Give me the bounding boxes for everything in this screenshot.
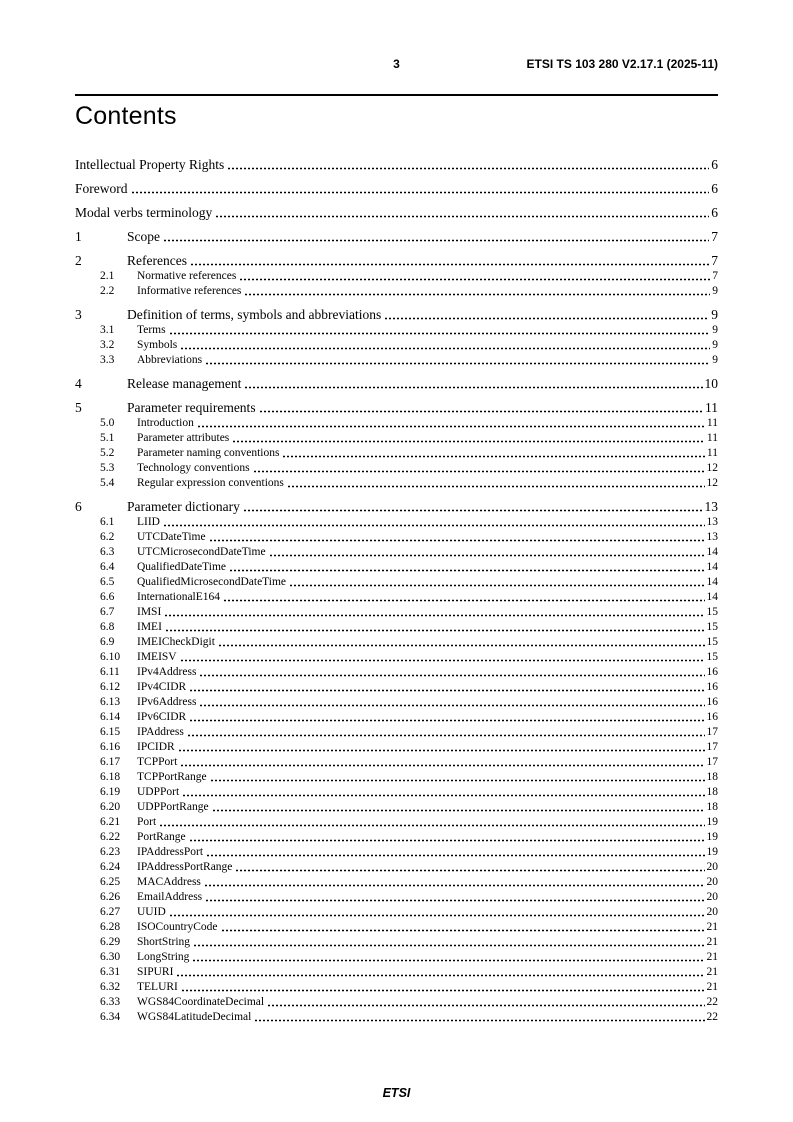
toc-entry-number: 6.21 xyxy=(100,816,121,828)
toc-entry-number: 2.2 xyxy=(100,285,115,297)
toc-dot-leader xyxy=(209,539,705,542)
toc-list xyxy=(75,149,718,1025)
toc-entry-number: 6.25 xyxy=(100,876,121,888)
toc-entry[interactable] xyxy=(75,560,718,575)
toc-entry-page: 16 xyxy=(706,711,718,723)
toc-dot-leader xyxy=(215,215,709,218)
toc-dot-leader xyxy=(287,485,705,488)
toc-dot-leader xyxy=(193,944,704,947)
toc-entry-number: 6.9 xyxy=(100,636,115,648)
toc-entry[interactable] xyxy=(75,710,718,725)
toc-entry[interactable] xyxy=(75,431,718,446)
toc-entry-label: Parameter requirements xyxy=(127,400,256,415)
toc-dot-leader xyxy=(212,809,705,812)
toc-entry-number: 3.1 xyxy=(100,324,115,336)
toc-entry[interactable] xyxy=(75,590,718,605)
toc-dot-leader xyxy=(197,425,705,428)
toc-entry-label: IMEISV xyxy=(137,651,177,663)
toc-entry-page: 9 xyxy=(712,354,718,366)
toc-entry-page: 15 xyxy=(706,621,718,633)
toc-entry[interactable] xyxy=(75,665,718,680)
toc-entry-number: 5.2 xyxy=(100,447,115,459)
toc-dot-leader xyxy=(232,440,705,443)
toc-dot-leader xyxy=(178,749,705,752)
toc-entry-number: 6.34 xyxy=(100,1011,121,1023)
toc-entry-page: 9 xyxy=(712,285,718,297)
toc-dot-leader xyxy=(239,278,710,281)
toc-entry-number: 6.2 xyxy=(100,531,115,543)
toc-entry-page: 16 xyxy=(706,666,718,678)
toc-dot-leader xyxy=(229,569,704,572)
toc-entry-label: IPAddressPortRange xyxy=(137,861,233,873)
toc-entry-page: 17 xyxy=(706,726,718,738)
toc-entry-page: 21 xyxy=(706,921,718,933)
toc-entry-page: 10 xyxy=(704,376,718,391)
toc-dot-leader xyxy=(253,470,705,473)
toc-dot-leader xyxy=(204,884,705,887)
toc-entry-page: 16 xyxy=(706,696,718,708)
toc-entry-page: 16 xyxy=(706,681,718,693)
toc-dot-leader xyxy=(159,824,704,827)
toc-entry[interactable] xyxy=(75,815,718,830)
toc-entry[interactable] xyxy=(75,353,718,368)
toc-entry-number: 6.13 xyxy=(100,696,121,708)
header-rule xyxy=(75,94,718,96)
toc-entry-label: Abbreviations xyxy=(137,354,203,366)
toc-dot-leader xyxy=(199,704,704,707)
toc-entry-page: 21 xyxy=(706,936,718,948)
toc-dot-leader xyxy=(227,167,709,170)
toc-entry-label: IPv6Address xyxy=(137,696,197,708)
page-header xyxy=(75,57,718,73)
toc-entry-number: 6.29 xyxy=(100,936,121,948)
toc-entry[interactable] xyxy=(75,284,718,299)
toc-entry-label: IPv6CIDR xyxy=(137,711,187,723)
toc-entry-label: Informative references xyxy=(137,285,242,297)
toc-entry-label: Modal verbs terminology xyxy=(75,205,213,220)
toc-entry[interactable] xyxy=(75,1010,718,1025)
toc-entry-number: 6.33 xyxy=(100,996,121,1008)
toc-dot-leader xyxy=(169,914,705,917)
toc-entry-number: 5 xyxy=(75,400,82,415)
toc-entry-page: 14 xyxy=(706,576,718,588)
toc-entry-label: IPAddressPort xyxy=(137,846,204,858)
toc-entry-label: MACAddress xyxy=(137,876,201,888)
toc-entry-page: 20 xyxy=(706,891,718,903)
toc-entry-number: 6.27 xyxy=(100,906,121,918)
toc-entry-label: TCPPortRange xyxy=(137,771,207,783)
toc-entry-label: InternationalE164 xyxy=(137,591,221,603)
toc-dot-leader xyxy=(180,764,704,767)
toc-entry-page: 17 xyxy=(706,741,718,753)
toc-dot-leader xyxy=(244,293,710,296)
toc-entry-number: 5.4 xyxy=(100,477,115,489)
toc-entry-label: ISOCountryCode xyxy=(137,921,218,933)
toc-entry-label: WGS84LatitudeDecimal xyxy=(137,1011,252,1023)
toc-entry[interactable] xyxy=(75,920,718,935)
toc-entry[interactable] xyxy=(75,725,718,740)
toc-dot-leader xyxy=(218,644,705,647)
toc-entry-number: 6.16 xyxy=(100,741,121,753)
toc-entry[interactable] xyxy=(75,530,718,545)
toc-entry-label: Technology conventions xyxy=(137,462,250,474)
toc-dot-leader xyxy=(163,524,705,527)
toc-dot-leader xyxy=(243,509,703,512)
toc-entry-page: 21 xyxy=(706,951,718,963)
toc-entry-number: 3 xyxy=(75,307,82,322)
toc-dot-leader xyxy=(269,554,705,557)
toc-entry-number: 6.6 xyxy=(100,591,115,603)
toc-entry-number: 6.19 xyxy=(100,786,121,798)
toc-entry[interactable] xyxy=(75,338,718,353)
toc-entry-number: 6.30 xyxy=(100,951,121,963)
toc-entry[interactable] xyxy=(75,620,718,635)
toc-entry[interactable] xyxy=(75,965,718,980)
toc-entry-label: IMSI xyxy=(137,606,162,618)
toc-entry-page: 9 xyxy=(712,324,718,336)
toc-dot-leader xyxy=(190,263,709,266)
toc-dot-leader xyxy=(259,410,703,413)
toc-dot-leader xyxy=(165,629,705,632)
toc-entry-page: 14 xyxy=(706,561,718,573)
toc-entry[interactable] xyxy=(75,306,718,323)
toc-entry-page: 17 xyxy=(706,756,718,768)
toc-dot-leader xyxy=(223,599,704,602)
toc-entry-label: Symbols xyxy=(137,339,178,351)
toc-entry[interactable] xyxy=(75,650,718,665)
toc-dot-leader xyxy=(210,779,705,782)
page-number: 3 xyxy=(393,57,400,71)
toc-dot-leader xyxy=(164,614,704,617)
toc-entry-number: 5.1 xyxy=(100,432,115,444)
toc-entry[interactable] xyxy=(75,461,718,476)
toc-entry-number: 5.3 xyxy=(100,462,115,474)
toc-entry-label: Parameter attributes xyxy=(137,432,230,444)
toc-entry[interactable] xyxy=(75,269,718,284)
toc-entry-page: 18 xyxy=(706,801,718,813)
toc-entry-number: 6.5 xyxy=(100,576,115,588)
toc-entry-page: 7 xyxy=(711,253,718,268)
toc-entry-number: 1 xyxy=(75,229,82,244)
toc-entry[interactable] xyxy=(75,515,718,530)
toc-entry[interactable] xyxy=(75,890,718,905)
toc-entry-page: 15 xyxy=(706,651,718,663)
toc-entry-number: 3.3 xyxy=(100,354,115,366)
toc-entry-number: 3.2 xyxy=(100,339,115,351)
toc-entry-page: 19 xyxy=(706,831,718,843)
toc-entry-label: References xyxy=(127,253,187,268)
toc-entry-label: IMEICheckDigit xyxy=(137,636,215,648)
toc-entry-label: WGS84CoordinateDecimal xyxy=(137,996,265,1008)
toc-entry-label: TCPPort xyxy=(137,756,178,768)
toc-entry[interactable] xyxy=(75,875,718,890)
toc-entry-number: 6.24 xyxy=(100,861,121,873)
toc-entry-number: 6.11 xyxy=(100,666,120,678)
toc-entry-page: 13 xyxy=(706,531,718,543)
toc-entry[interactable] xyxy=(75,228,718,245)
toc-dot-leader xyxy=(181,989,705,992)
toc-entry-page: 6 xyxy=(711,181,718,196)
toc-entry-page: 13 xyxy=(704,499,718,514)
toc-dot-leader xyxy=(180,347,710,350)
toc-dot-leader xyxy=(205,362,710,365)
toc-entry-page: 11 xyxy=(706,447,718,459)
toc-entry-page: 21 xyxy=(706,966,718,978)
toc-entry-number: 6.20 xyxy=(100,801,121,813)
page-footer: ETSI xyxy=(382,1086,411,1100)
toc-entry-page: 14 xyxy=(706,546,718,558)
toc-entry-number: 6 xyxy=(75,499,82,514)
toc-dot-leader xyxy=(282,455,704,458)
toc-entry[interactable] xyxy=(75,770,718,785)
toc-entry-number: 2.1 xyxy=(100,270,115,282)
toc-entry[interactable] xyxy=(75,375,718,392)
toc-entry-label: UTCDateTime xyxy=(137,531,206,543)
toc-entry-number: 6.15 xyxy=(100,726,121,738)
toc-entry-page: 20 xyxy=(706,861,718,873)
toc-entry-label: IPv4Address xyxy=(137,666,197,678)
toc-entry[interactable] xyxy=(75,845,718,860)
toc-dot-leader xyxy=(187,734,705,737)
toc-entry-page: 12 xyxy=(706,462,718,474)
toc-entry[interactable] xyxy=(75,695,718,710)
toc-dot-leader xyxy=(176,974,704,977)
toc-entry-number: 5.0 xyxy=(100,417,115,429)
toc-entry-label: Foreword xyxy=(75,181,128,196)
toc-entry[interactable] xyxy=(75,830,718,845)
toc-entry-number: 6.7 xyxy=(100,606,115,618)
toc-entry-label: Parameter dictionary xyxy=(127,499,240,514)
toc-entry-page: 6 xyxy=(711,205,718,220)
toc-entry-number: 6.22 xyxy=(100,831,121,843)
toc-entry-number: 6.26 xyxy=(100,891,121,903)
toc-entry[interactable] xyxy=(75,323,718,338)
toc-entry-page: 22 xyxy=(706,996,718,1008)
toc-entry-label: Introduction xyxy=(137,417,194,429)
toc-dot-leader xyxy=(180,659,705,662)
toc-entry-number: 6.17 xyxy=(100,756,121,768)
toc-entry-page: 11 xyxy=(706,432,718,444)
toc-dot-leader xyxy=(189,719,704,722)
toc-entry-number: 6.3 xyxy=(100,546,115,558)
toc-entry-label: Parameter naming conventions xyxy=(137,447,280,459)
toc-dot-leader xyxy=(163,239,709,242)
toc-entry-page: 21 xyxy=(706,981,718,993)
toc-entry-label: PortRange xyxy=(137,831,186,843)
toc-entry-page: 11 xyxy=(705,400,718,415)
toc-entry-label: Intellectual Property Rights xyxy=(75,157,225,172)
toc-entry-page: 18 xyxy=(706,771,718,783)
toc-entry-label: Scope xyxy=(127,229,160,244)
toc-dot-leader xyxy=(206,854,704,857)
toc-entry-page: 19 xyxy=(706,846,718,858)
toc-entry-label: EmailAddress xyxy=(137,891,203,903)
toc-entry-page: 20 xyxy=(706,906,718,918)
toc-dot-leader xyxy=(205,899,704,902)
toc-entry[interactable] xyxy=(75,905,718,920)
toc-entry[interactable] xyxy=(75,980,718,995)
toc-entry-label: IPv4CIDR xyxy=(137,681,187,693)
toc-entry-page: 15 xyxy=(706,606,718,618)
toc-entry[interactable] xyxy=(75,740,718,755)
toc-entry-label: ShortString xyxy=(137,936,191,948)
toc-entry-label: TELURI xyxy=(137,981,178,993)
toc-entry-label: UTCMicrosecondDateTime xyxy=(137,546,266,558)
toc-entry-page: 9 xyxy=(711,307,718,322)
toc-entry[interactable] xyxy=(75,446,718,461)
toc-entry-number: 2 xyxy=(75,253,82,268)
toc-entry-label: UDPPort xyxy=(137,786,180,798)
toc-entry[interactable] xyxy=(75,252,718,269)
toc-entry-page: 19 xyxy=(706,816,718,828)
toc-dot-leader xyxy=(189,839,705,842)
toc-entry-page: 15 xyxy=(706,636,718,648)
toc-entry-label: QualifiedDateTime xyxy=(137,561,227,573)
toc-entry[interactable] xyxy=(75,935,718,950)
toc-entry-number: 6.4 xyxy=(100,561,115,573)
toc-entry-number: 6.14 xyxy=(100,711,121,723)
toc-entry[interactable] xyxy=(75,755,718,770)
contents-title: Contents xyxy=(75,102,177,130)
toc-entry-number: 6.1 xyxy=(100,516,115,528)
toc-entry[interactable] xyxy=(75,785,718,800)
toc-entry[interactable] xyxy=(75,204,718,221)
toc-entry-page: 12 xyxy=(706,477,718,489)
toc-entry-page: 18 xyxy=(706,786,718,798)
toc-entry-number: 6.32 xyxy=(100,981,121,993)
toc-entry-label: Terms xyxy=(137,324,166,336)
toc-entry-label: IPAddress xyxy=(137,726,184,738)
toc-entry-label: Regular expression conventions xyxy=(137,477,284,489)
toc-entry[interactable] xyxy=(75,575,718,590)
toc-entry[interactable] xyxy=(75,680,718,695)
toc-dot-leader xyxy=(182,794,704,797)
toc-dot-leader xyxy=(221,929,705,932)
toc-entry-number: 6.10 xyxy=(100,651,121,663)
toc-entry-number: 6.12 xyxy=(100,681,121,693)
toc-entry-label: QualifiedMicrosecondDateTime xyxy=(137,576,287,588)
toc-entry[interactable] xyxy=(75,800,718,815)
toc-dot-leader xyxy=(199,674,704,677)
toc-entry-page: 14 xyxy=(706,591,718,603)
toc-entry-label: UDPPortRange xyxy=(137,801,209,813)
toc-dot-leader xyxy=(384,317,709,320)
toc-entry[interactable] xyxy=(75,605,718,620)
toc-entry-page: 6 xyxy=(711,157,718,172)
toc-dot-leader xyxy=(267,1004,704,1007)
toc-entry[interactable] xyxy=(75,416,718,431)
toc-entry-page: 13 xyxy=(706,516,718,528)
toc-entry-label: Normative references xyxy=(137,270,237,282)
toc-entry-page: 7 xyxy=(712,270,718,282)
toc-entry[interactable] xyxy=(75,498,718,515)
toc-entry-number: 4 xyxy=(75,376,82,391)
toc-entry[interactable] xyxy=(75,635,718,650)
toc-entry-label: LIID xyxy=(137,516,160,528)
toc-entry-label: IMEI xyxy=(137,621,162,633)
toc-entry-label: Port xyxy=(137,816,157,828)
toc-entry-label: UUID xyxy=(137,906,166,918)
toc-entry-page: 20 xyxy=(706,876,718,888)
toc-entry[interactable] xyxy=(75,476,718,491)
toc-entry-number: 6.31 xyxy=(100,966,121,978)
toc-dot-leader xyxy=(131,191,710,194)
toc-entry-page: 9 xyxy=(712,339,718,351)
toc-dot-leader xyxy=(254,1019,704,1022)
toc-entry[interactable] xyxy=(75,399,718,416)
toc-dot-leader xyxy=(192,959,704,962)
toc-entry-number: 6.23 xyxy=(100,846,121,858)
toc-entry-label: IPCIDR xyxy=(137,741,175,753)
toc-entry-number: 6.8 xyxy=(100,621,115,633)
toc-entry[interactable] xyxy=(75,180,718,197)
toc-entry-page: 11 xyxy=(706,417,718,429)
toc-entry-number: 6.28 xyxy=(100,921,121,933)
toc-entry-page: 7 xyxy=(711,229,718,244)
toc-dot-leader xyxy=(169,332,711,335)
document-id: ETSI TS 103 280 V2.17.1 (2025-11) xyxy=(526,57,718,71)
toc-entry[interactable] xyxy=(75,156,718,173)
toc-dot-leader xyxy=(289,584,704,587)
toc-dot-leader xyxy=(244,386,702,389)
toc-dot-leader xyxy=(189,689,704,692)
toc-entry-number: 6.18 xyxy=(100,771,121,783)
toc-entry-page: 22 xyxy=(706,1011,718,1023)
toc-entry-label: SIPURI xyxy=(137,966,174,978)
toc-entry[interactable] xyxy=(75,545,718,560)
toc-entry[interactable] xyxy=(75,950,718,965)
toc-entry-label: Definition of terms, symbols and abbreviations xyxy=(127,307,382,322)
toc-entry-label: Release management xyxy=(127,376,242,391)
toc-entry[interactable] xyxy=(75,860,718,875)
toc-entry[interactable] xyxy=(75,995,718,1010)
toc-entry-label: LongString xyxy=(137,951,190,963)
toc-dot-leader xyxy=(235,869,704,872)
